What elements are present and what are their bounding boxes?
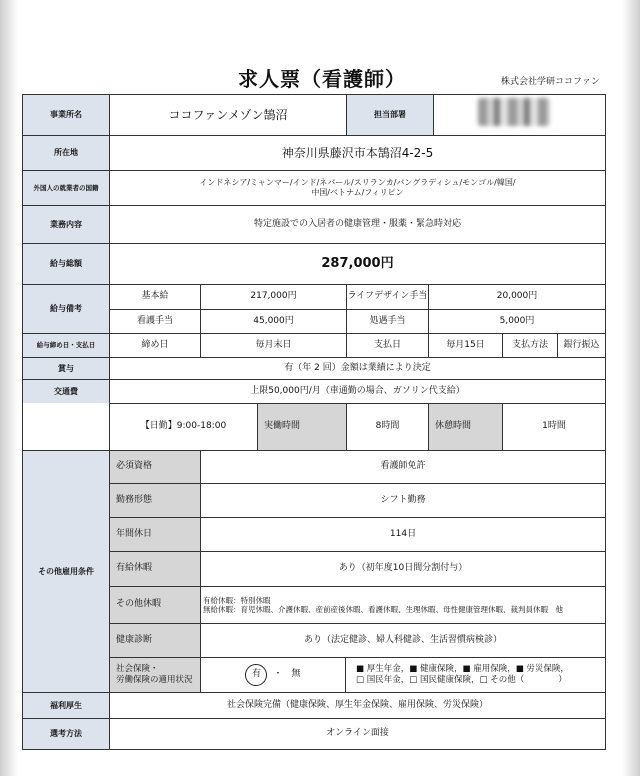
- break-time-label: 休憩時間: [428, 403, 503, 451]
- nursing-allowance-value: 45,000円: [200, 309, 347, 334]
- location-value: 神奈川県藤沢市本鵠沼4-2-5: [109, 135, 606, 171]
- other-leave-line2: 無給休暇：育児休暇、介護休暇、産前産後休暇、看護休暇、生理休暇、母性健康管理休暇、裁判員休暇 他: [203, 605, 563, 614]
- other-leave-value: [200, 586, 606, 624]
- foreign-workers-line2: 中国/ベトナム/フィリピン: [311, 188, 404, 197]
- base-pay-value: 217,000円: [200, 284, 347, 310]
- salary-total-value: 287,000円: [109, 243, 606, 285]
- shift-hours: 【日勤】9:00-18:00: [109, 403, 258, 451]
- other-leave-line1: 有給休暇：特別休暇: [203, 595, 271, 605]
- welfare-label: 福利厚生: [22, 692, 110, 719]
- work-hours-label: 実働時間: [257, 403, 347, 451]
- treatment-allowance-label: 処遇手当: [346, 309, 429, 334]
- page-title: 求人票（看護師）: [238, 67, 406, 91]
- nursing-allowance-label: 看護手当: [109, 309, 201, 334]
- qualification-value: 看護師免許: [200, 450, 606, 484]
- insurance-label: [109, 657, 201, 693]
- closing-day-label: 締め日: [109, 333, 201, 358]
- payday-value: 毎月15日: [428, 333, 503, 358]
- foreign-workers-label: 外国人の就業者の国籍: [22, 170, 110, 206]
- payday-label: 支払日: [346, 333, 429, 358]
- page-shadow-right: [622, 0, 640, 776]
- location-label: 所在地: [22, 135, 110, 171]
- payment-method-value: 銀行振込: [557, 333, 606, 358]
- page-shadow-left: [0, 0, 18, 776]
- bonus-label: 賞与: [22, 357, 110, 380]
- insurance-label-line1: 社会保険・: [116, 664, 159, 675]
- department-label: 担当部署: [346, 94, 434, 136]
- hours-side-blank: [22, 403, 110, 451]
- pay-dates-label: 給与締め日・支払日: [22, 333, 110, 358]
- insurance-line2: □ 国民年金，□ 国民健康保険，□ その他（ ）: [356, 675, 567, 685]
- qualification-label: 必須資格: [109, 450, 201, 484]
- closing-day-value: 毎月末日: [200, 333, 347, 358]
- selection-value: オンライン面接: [109, 718, 606, 750]
- life-design-value: 20,000円: [428, 284, 606, 310]
- health-check-value: あり（法定健診、婦人科健診、生活習慣病検診）: [200, 623, 606, 658]
- welfare-value: 社会保険完備（健康保険、厚生年金保険、雇用保険、労災保険）: [109, 692, 606, 719]
- payment-method-label: 支払方法: [502, 333, 558, 358]
- insurance-no: ・ 無: [273, 669, 301, 680]
- paid-leave-label: 有給休暇: [109, 551, 201, 587]
- work-hours-value: 8時間: [346, 403, 429, 451]
- foreign-workers-value: [109, 170, 606, 206]
- insurance-label-line2: 労働保険の適用状況: [116, 675, 193, 685]
- insurance-yes-no: [200, 657, 346, 693]
- job-content-value: 特定施設での入居者の健康管理・服薬・緊急時対応: [109, 205, 606, 244]
- other-leave-label: その他休暇: [109, 586, 201, 624]
- base-pay-label: 基本給: [109, 284, 201, 310]
- redacted-department: [478, 98, 550, 126]
- transport-label: 交通費: [22, 379, 110, 404]
- treatment-allowance-value: 5,000円: [428, 309, 606, 334]
- job-content-label: 業務内容: [22, 205, 110, 244]
- insurance-line1: ■ 厚生年金，■ 健康保険，■ 雇用保険，■ 労災保険，: [356, 664, 569, 675]
- break-time-value: 1時間: [502, 403, 606, 451]
- work-style-value: シフト勤務: [200, 483, 606, 518]
- paid-leave-value: あり（初年度10日間分割付与）: [200, 551, 606, 587]
- life-design-label: ライフデザイン手当: [346, 284, 429, 310]
- selection-label: 選考方法: [22, 718, 110, 750]
- company-name: 株式会社学研ココファン: [501, 77, 600, 87]
- salary-total-label: 給与総額: [22, 243, 110, 285]
- business-name-label: 事業所名: [22, 94, 110, 136]
- annual-holidays-label: 年間休日: [109, 517, 201, 552]
- salary-notes-label: 給与備考: [22, 284, 110, 334]
- transport-value: 上限50,000円/月（車通勤の場合、ガソリン代支給）: [109, 379, 606, 404]
- bonus-value: 有（年 2 回）金額は業績により決定: [109, 357, 606, 380]
- foreign-workers-line1: インドネシア/ミャンマー/インド/ネパール/スリランカ/バングラディシュ/モンゴル/韓国/: [199, 178, 516, 187]
- annual-holidays-value: 114日: [200, 517, 606, 552]
- insurance-details: [345, 657, 606, 693]
- business-name-value: ココファンメゾン鵠沼: [109, 94, 347, 136]
- work-style-label: 勤務形態: [109, 483, 201, 518]
- health-check-label: 健康診断: [109, 623, 201, 658]
- other-conditions-label: その他雇用条件: [22, 450, 110, 693]
- insurance-yes-circled: 有: [245, 664, 267, 686]
